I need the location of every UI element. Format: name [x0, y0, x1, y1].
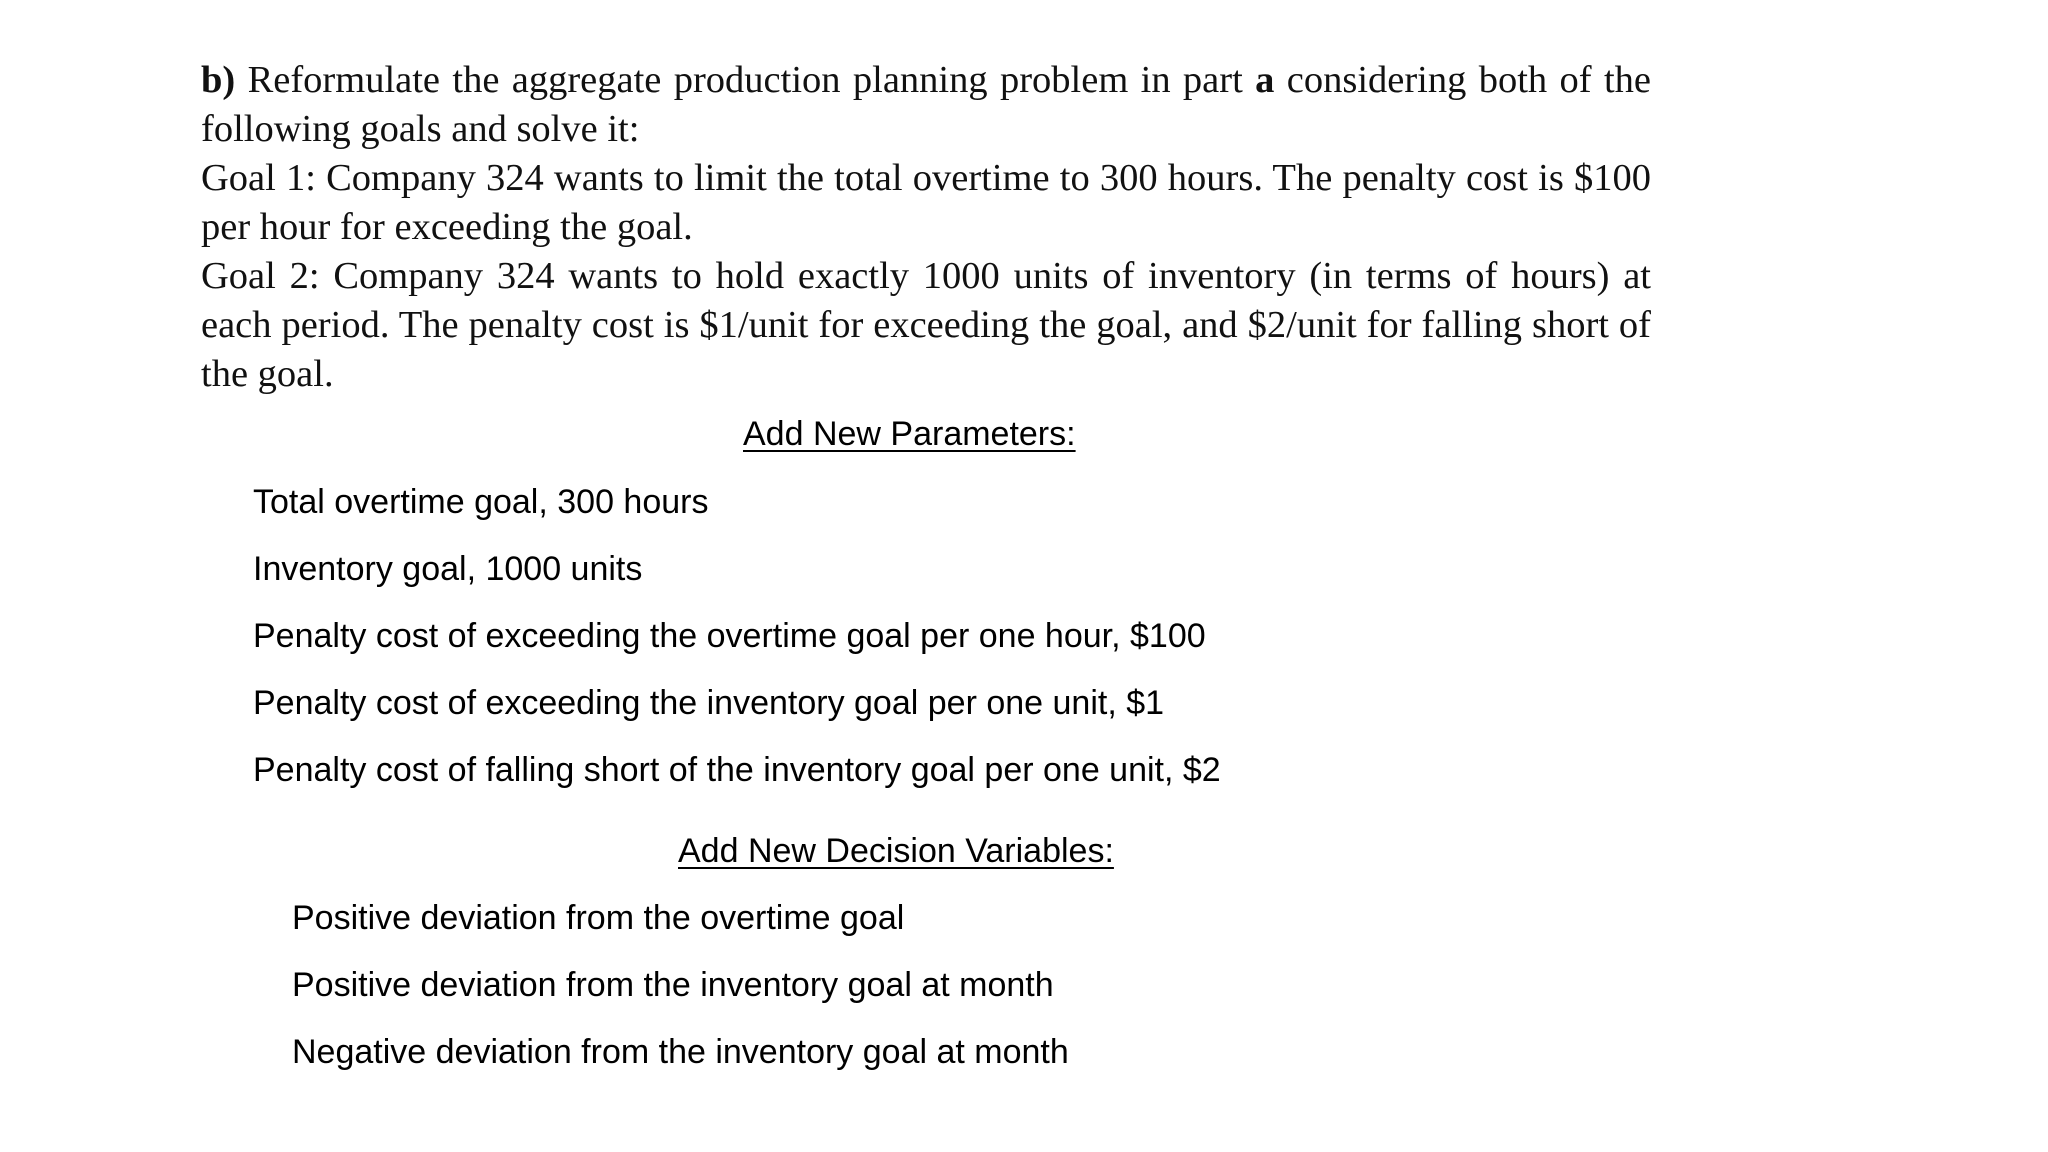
decision-variable-item: Positive deviation from the inventory goal at month [292, 966, 1054, 1004]
parameter-item: Penalty cost of exceeding the inventory goal per one unit, $1 [253, 684, 1165, 722]
intro-text: Reformulate the aggregate production planning problem in part [235, 59, 1256, 101]
problem-statement [201, 56, 1651, 399]
parameters-list [253, 482, 1221, 817]
part-reference: a [1255, 59, 1275, 101]
decision-variables-list [292, 898, 1069, 1099]
decision-variable-item: Negative deviation from the inventory goal at month [292, 1033, 1069, 1071]
part-label: b) [201, 59, 236, 101]
decision-variable-item: Positive deviation from the overtime goal [292, 899, 905, 937]
parameter-item: Inventory goal, 1000 units [253, 550, 643, 588]
goal-2: Goal 2: Company 324 wants to hold exactly 1000 units of inventory (in terms of hours) at each period. The penalty cost is $1/unit for exceeding the goal, and $2/unit for falling short of the goal. [201, 255, 1651, 395]
problem-intro [201, 56, 1651, 154]
parameter-item: Penalty cost of exceeding the overtime goal per one hour, $100 [253, 617, 1206, 655]
decision-variables-heading: Add New Decision Variables: [678, 832, 1114, 870]
goal-1: Goal 1: Company 324 wants to limit the total overtime to 300 hours. The penalty cost is $100 per hour for exceeding the goal. [201, 157, 1651, 248]
intro-text-end: considering both of the following goals and solve it: [201, 59, 1651, 150]
parameters-heading: Add New Parameters: [743, 415, 1076, 453]
parameter-item: Total overtime goal, 300 hours [253, 483, 709, 521]
parameter-item: Penalty cost of falling short of the inventory goal per one unit, $2 [253, 751, 1221, 789]
